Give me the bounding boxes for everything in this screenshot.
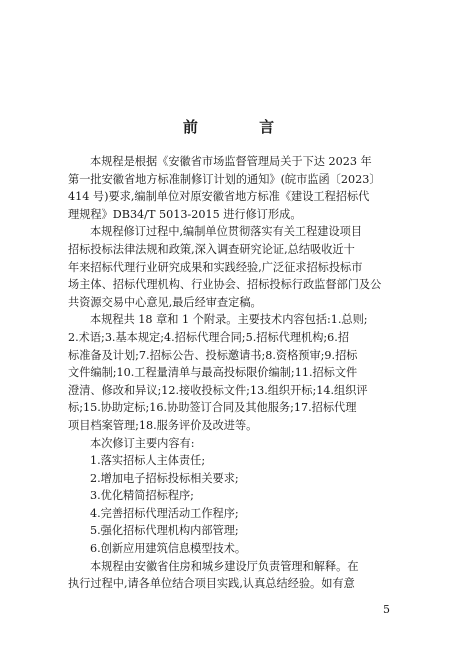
revision-item: 4.完善招标代理活动工作程序; [90,506,239,520]
revision-item: 1.落实招标人主体责任; [90,454,206,468]
text-line: 2.术语;3.基本规定;4.招标代理合同;5.招标代理机构;6.招 [68,330,350,344]
text-line: 第一批安徽省地方标准制修订计划的通知》(皖市监函〔2023〕 [68,172,381,186]
preface-body [68,153,384,593]
revision-item: 6.创新应用建筑信息模型技术。 [90,542,247,556]
revision-intro: 本次修订主要内容有: [90,436,195,450]
revision-item: 3.优化精简招标程序; [90,489,194,503]
text-line: 本规程修订过程中,编制单位贯彻落实有关工程建设项目 [90,225,363,239]
page-number: 5 [383,603,390,616]
text-line: 本规程是根据《安徽省市场监督管理局关于下达 2023 年 [90,155,372,168]
revision-item: 5.强化招标代理机构内部管理; [90,524,239,538]
text-line: 共资源交易中心意见,最后经审查定稿。 [68,295,262,309]
text-line: 标准备及计划;7.招标公告、投标邀请书;8.资格预审;9.招标 [68,348,358,362]
revision-item: 2.增加电子招标投标相关要求; [90,471,239,485]
page-title: 前 言 [182,118,303,136]
text-line: 本规程由安徽省住房和城乡建设厅负责管理和解释。在 [90,559,359,573]
text-line: 年来招标代理行业研究成果和实践经验,广泛征求招标投标市 [68,260,363,274]
text-line: 澄清、修改和异议;12.接收投标文件;13.组织开标;14.组织评 [68,383,368,397]
text-line: 场主体、招标代理机构、行业协会、招标投标行政监督部门及公 [68,278,382,292]
text-line: 理规程》DB34/T 5013-2015 进行修订形成。 [68,207,302,221]
text-line: 文件编制;10.工程量清单与最高投标限价编制;11.招标文件 [68,366,358,380]
text-line: 招标投标法律法规和政策,深入调查研究论证,总结吸收近十 [68,242,355,256]
text-line: 标;15.协助定标;16.协助签订合同及其他服务;17.招标代理 [68,401,357,415]
text-line: 执行过程中,请各单位结合项目实践,认真总结经验。如有意 [68,577,355,591]
text-line: 414 号)要求,编制单位对原安徽省地方标准《建设工程招标代 [68,190,370,204]
text-line: 本规程共 18 章和 1 个附录。主要技术内容包括:1.总则; [90,313,368,327]
text-line: 项目档案管理;18.服务评价及改进等。 [68,418,258,432]
